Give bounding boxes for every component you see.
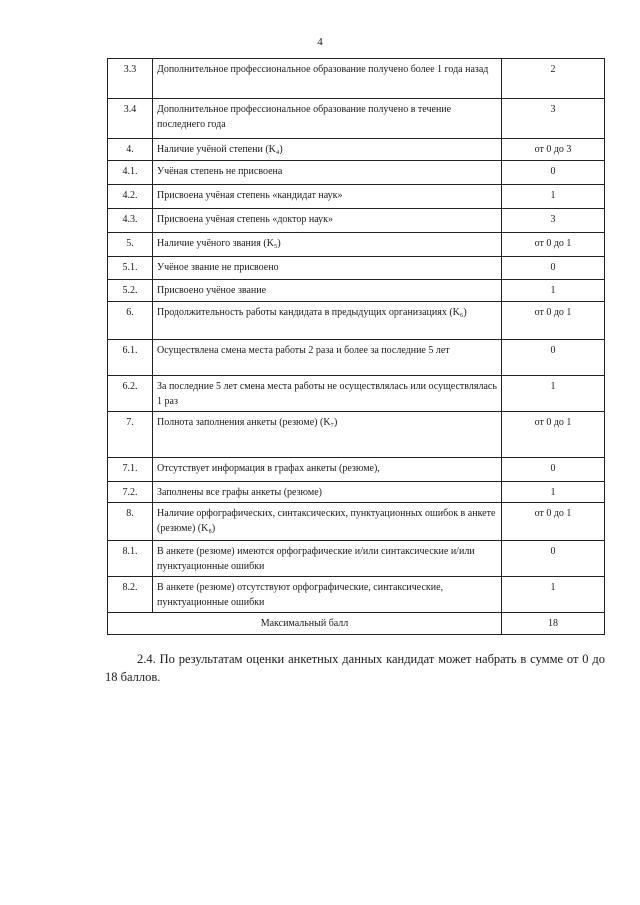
row-number: 4.3. [108,209,153,233]
table-row [108,161,605,185]
row-number: 4. [108,139,153,161]
footer-text: 2.4. По результатам оценки анкетных данных кандидат может набрать в сумме от 0 до 18 баллов. [105,652,605,684]
table-row [108,139,605,161]
row-description: Наличие орфографических, синтаксических, пунктуационных ошибок в анкете (резюме) (K₈) [153,503,502,541]
row-description: Заполнены все графы анкеты (резюме) [153,482,502,503]
footer-paragraph [105,650,605,686]
row-number: 4.2. [108,185,153,209]
row-number: 7.1. [108,458,153,482]
row-number: 6.2. [108,376,153,412]
table-row [108,376,605,412]
table-row [108,233,605,257]
row-score: 3 [502,99,605,139]
row-score: 0 [502,340,605,376]
row-number: 8. [108,503,153,541]
row-number: 5.2. [108,280,153,302]
row-description: Полнота заполнения анкеты (резюме) (K₇) [153,412,502,458]
row-number: 8.1. [108,541,153,577]
row-score: 2 [502,59,605,99]
table-row [108,340,605,376]
table-row [108,412,605,458]
row-score: 1 [502,482,605,503]
row-score: 0 [502,161,605,185]
table-row [108,99,605,139]
row-description: За последние 5 лет смена места работы не осуществлялась или осуществлялась 1 раз [153,376,502,412]
total-label: Максимальный балл [108,613,502,635]
row-number: 6.1. [108,340,153,376]
row-number: 5. [108,233,153,257]
row-description: Присвоено учёное звание [153,280,502,302]
scoring-table [107,58,605,635]
row-score: от 0 до 1 [502,503,605,541]
table-row [108,280,605,302]
row-description: Наличие учёной степени (K₄) [153,139,502,161]
row-description: Присвоена учёная степень «кандидат наук» [153,185,502,209]
table-row [108,503,605,541]
table-row [108,257,605,280]
table-row [108,185,605,209]
row-description: Присвоена учёная степень «доктор наук» [153,209,502,233]
row-description: Продолжительность работы кандидата в предыдущих организациях (K₆) [153,302,502,340]
row-score: от 0 до 1 [502,233,605,257]
table-row [108,577,605,613]
row-score: 0 [502,257,605,280]
row-score: от 0 до 1 [502,302,605,340]
table-row [108,541,605,577]
row-number: 7.2. [108,482,153,503]
scoring-table-body [108,59,605,613]
total-row [108,613,605,635]
row-score: 1 [502,185,605,209]
table-row [108,302,605,340]
table-row [108,209,605,233]
row-number: 6. [108,302,153,340]
table-row [108,458,605,482]
row-score: от 0 до 3 [502,139,605,161]
total-score: 18 [502,613,605,635]
row-number: 7. [108,412,153,458]
row-score: от 0 до 1 [502,412,605,458]
row-number: 5.1. [108,257,153,280]
row-number: 3.4 [108,99,153,139]
row-score: 0 [502,541,605,577]
row-description: Дополнительное профессиональное образование получено более 1 года назад [153,59,502,99]
row-description: В анкете (резюме) имеются орфографические и/или синтаксические и/или пунктуационные ошибки [153,541,502,577]
row-description: Осуществлена смена места работы 2 раза и более за последние 5 лет [153,340,502,376]
row-number: 4.1. [108,161,153,185]
row-score: 0 [502,458,605,482]
row-description: Отсутствует информация в графах анкеты (резюме), [153,458,502,482]
row-description: В анкете (резюме) отсутствуют орфографические, синтаксические, пунктуационные ошибки [153,577,502,613]
page-number: 4 [317,36,323,48]
row-score: 1 [502,577,605,613]
table-row [108,482,605,503]
row-number: 8.2. [108,577,153,613]
row-score: 3 [502,209,605,233]
row-description: Дополнительное профессиональное образование получено в течение последнего года [153,99,502,139]
row-number: 3.3 [108,59,153,99]
row-description: Учёная степень не присвоена [153,161,502,185]
row-score: 1 [502,280,605,302]
row-description: Учёное звание не присвоено [153,257,502,280]
row-description: Наличие учёного звания (K₅) [153,233,502,257]
row-score: 1 [502,376,605,412]
table-row [108,59,605,99]
